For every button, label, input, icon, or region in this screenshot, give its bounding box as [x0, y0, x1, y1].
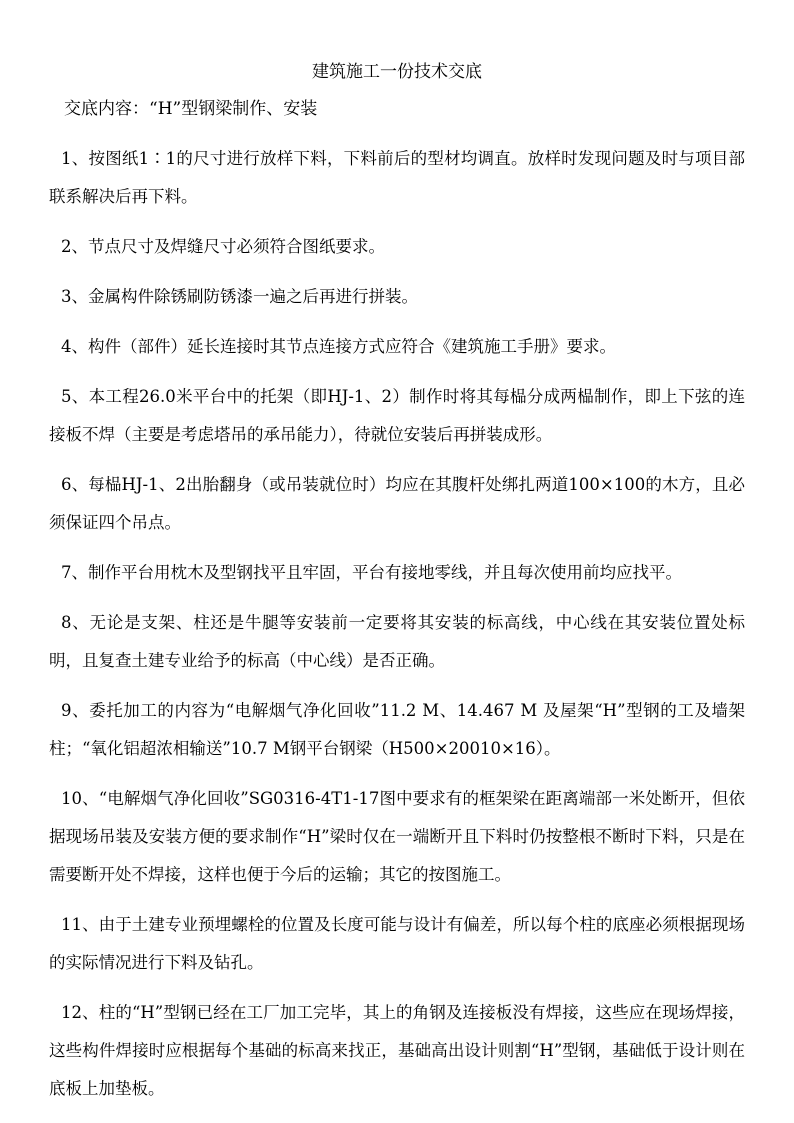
instruction-item-1: 1、按图纸1∶1的尺寸进行放样下料，下料前后的型材均调直。放样时发现问题及时与项目部联系解决后再下料。 — [49, 149, 745, 206]
document-subtitle: 交底内容：“H”型钢梁制作、安装 — [64, 99, 318, 119]
instruction-item-8: 8、无论是支架、柱还是牛腿等安装前一定要将其安装的标高线，中心线在其安装位置处标明，且复查土建专业给予的标高（中心线）是否正确。 — [49, 613, 745, 670]
instruction-item-11: 11、由于土建专业预埋螺栓的位置及长度可能与设计有偏差，所以每个柱的底座必须根据现场的实际情况进行下料及钻孔。 — [49, 915, 745, 972]
instruction-item-3: 3、金属构件除锈刷防锈漆一遍之后再进行拼装。 — [61, 287, 418, 306]
instruction-item-9: 9、委托加工的内容为“电解烟气净化回收”11.2 M、14.467 M 及屋架“H”型钢的工及墙架柱；“氧化铝超浓相输送”10.7 M钢平台钢梁（H500×20010×16）。 — [49, 701, 745, 758]
instruction-list — [49, 140, 745, 1120]
instruction-item-6: 6、每榀HJ-1、2出胎翻身（或吊装就位时）均应在其腹杆处绑扎两道100×100的木方，且必须保证四个吊点。 — [49, 475, 745, 532]
instruction-item-10: 10、“电解烟气净化回收”SG0316-4T1-17图中要求有的框架梁在距离端部一米处断开，但依据现场吊装及安装方便的要求制作“H”梁时仅在一端断开且下料时仍按整根不断时下料，只是在需要断开处不焊接，这样也便于今后的运输；其它的按图施工。 — [49, 789, 745, 884]
instruction-item-2: 2、节点尺寸及焊缝尺寸必须符合图纸要求。 — [61, 237, 385, 256]
instruction-item-12: 12、柱的“H”型钢已经在工厂加工完毕，其上的角钢及连接板没有焊接，这些应在现场焊接，这些构件焊接时应根据每个基础的标高来找正，基础高出设计则割“H”型钢，基础低于设计则在底板上加垫板。 — [49, 1003, 745, 1098]
document-title: 建筑施工一份技术交底 — [312, 62, 482, 82]
instruction-item-5: 5、本工程26.0米平台中的托架（即HJ-1、2）制作时将其每榀分成两榀制作，即上下弦的连接板不焊（主要是考虑塔吊的承吊能力），待就位安装后再拼装成形。 — [49, 387, 745, 444]
instruction-item-7: 7、制作平台用枕木及型钢找平且牢固，平台有接地零线，并且每次使用前均应找平。 — [61, 563, 682, 582]
instruction-item-4: 4、构件（部件）延长连接时其节点连接方式应符合《建筑施工手册》要求。 — [61, 337, 616, 356]
